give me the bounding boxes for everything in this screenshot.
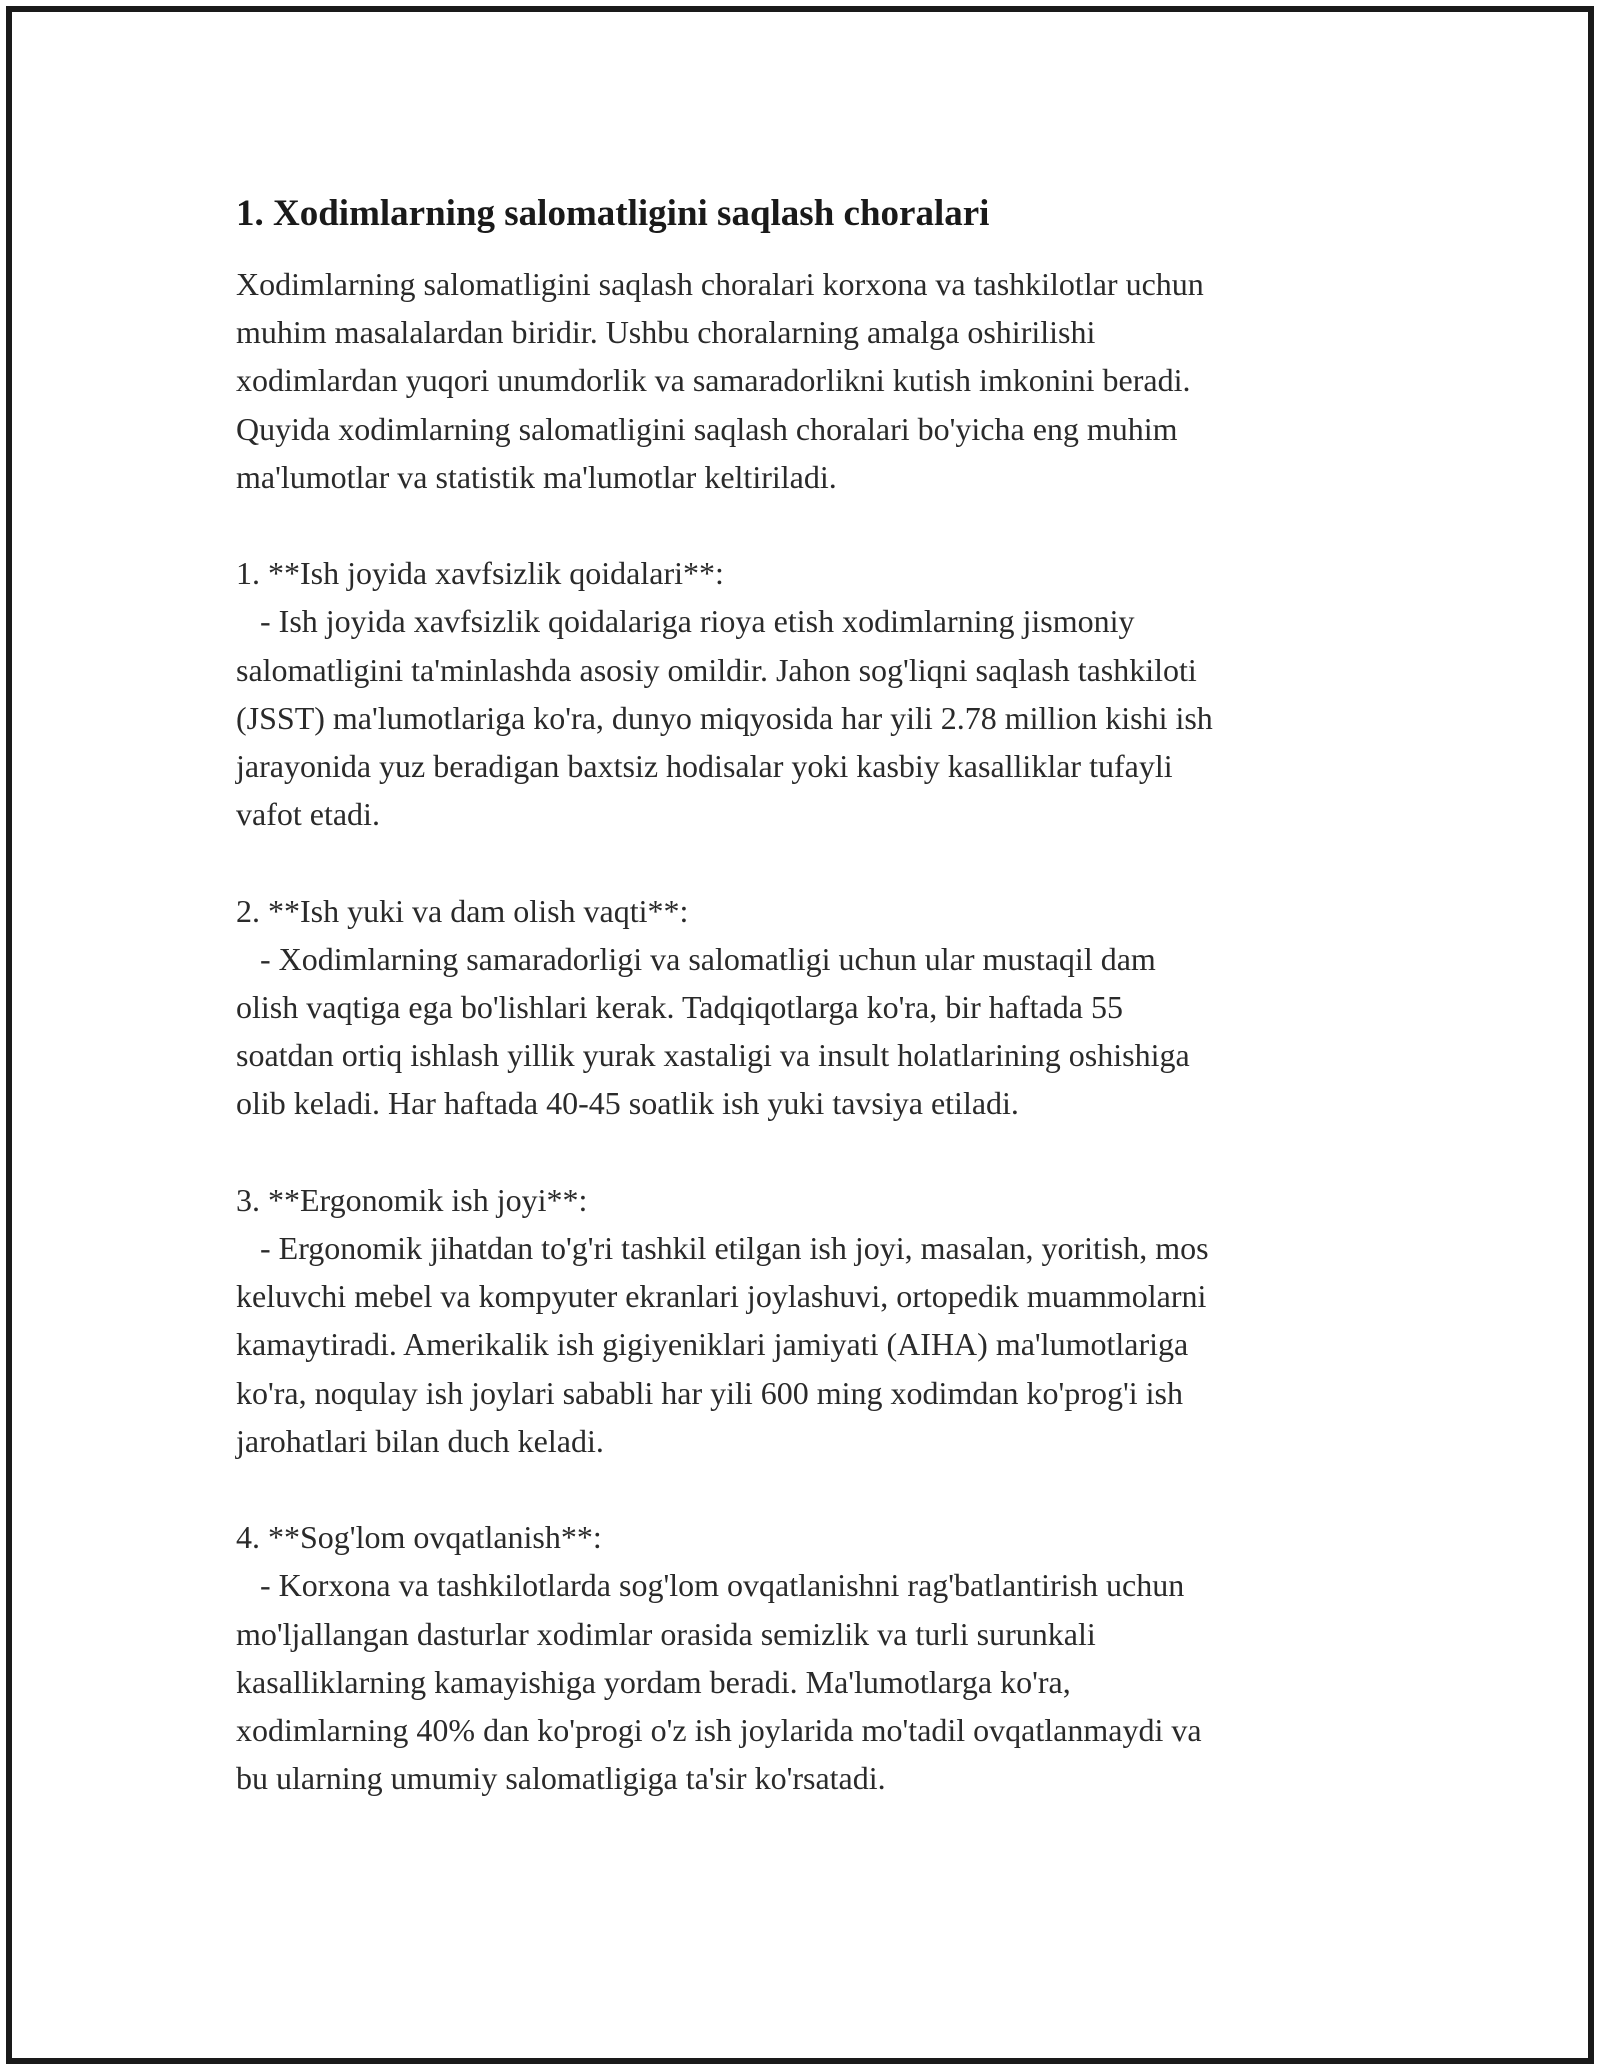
document-title: 1. Xodimlarning salomatligini saqlash choralari (236, 193, 990, 234)
document-content (236, 186, 1386, 1803)
document-body: Xodimlarning salomatligini saqlash choralari korxona va tashkilotlar uchun muhim masalalardan biridir. Ushbu choralarning amalga oshirilishi xodimlardan yuqori unumdorlik va samaradorlikni kutish imkonini beradi. Quyida xodimlarning salomatligini saqlash choralari bo'yicha eng muhim ma'lumotlar va statistik ma'lumotlar keltiriladi. 1. **Ish joyida xavfsizlik qoidalari**: - Ish joyida xavfsizlik qoidalariga rioya etish xodimlarning jismoniy salomatligini ta'minlashda asosiy omildir. Jahon sog'liqni saqlash tashkiloti (JSST) ma'lumotlariga ko'ra, dunyo miqyosida har yili 2.78 million kishi ish jarayonida yuz beradigan baxtsiz hodisalar yoki kasbiy kasalliklar tufayli vafot etadi. 2. **Ish yuki va dam olish vaqti**: - Xodimlarning samaradorligi va salomatligi uchun ular mustaqil dam olish vaqtiga ega bo'lishlari kerak. Tadqiqotlarga ko'ra, bir haftada 55 soatdan ortiq ishlash yillik yurak xastaligi va insult holatlarining oshishiga olib keladi. Har haftada 40-45 soatlik ish yuki tavsiya etiladi. 3. **Ergonomik ish joyi**: - Ergonomik jihatdan to'g'ri tashkil etilgan ish joyi, masalan, yoritish, mos keluvchi mebel va kompyuter ekranlari joylashuvi, ortopedik muammolarni kamaytiradi. Amerikalik ish gigiyeniklari jamiyati (AIHA) ma'lumotlariga ko'ra, noqulay ish joylari sababli har yili 600 ming xodimdan ko'prog'i ish jarohatlari bilan duch keladi. 4. **Sog'lom ovqatlanish**: - Korxona va tashkilotlarda sog'lom ovqatlanishni rag'batlantirish uchun mo'ljallangan dasturlar xodimlar orasida semizlik va turli surunkali kasalliklarning kamayishiga yordam beradi. Ma'lumotlarga ko'ra, xodimlarning 40% dan ko'progi o'z ish joylarida mo'tadil ovqatlanmaydi va bu ularning umumiy salomatligiga ta'sir ko'rsatadi. (236, 266, 1213, 1797)
